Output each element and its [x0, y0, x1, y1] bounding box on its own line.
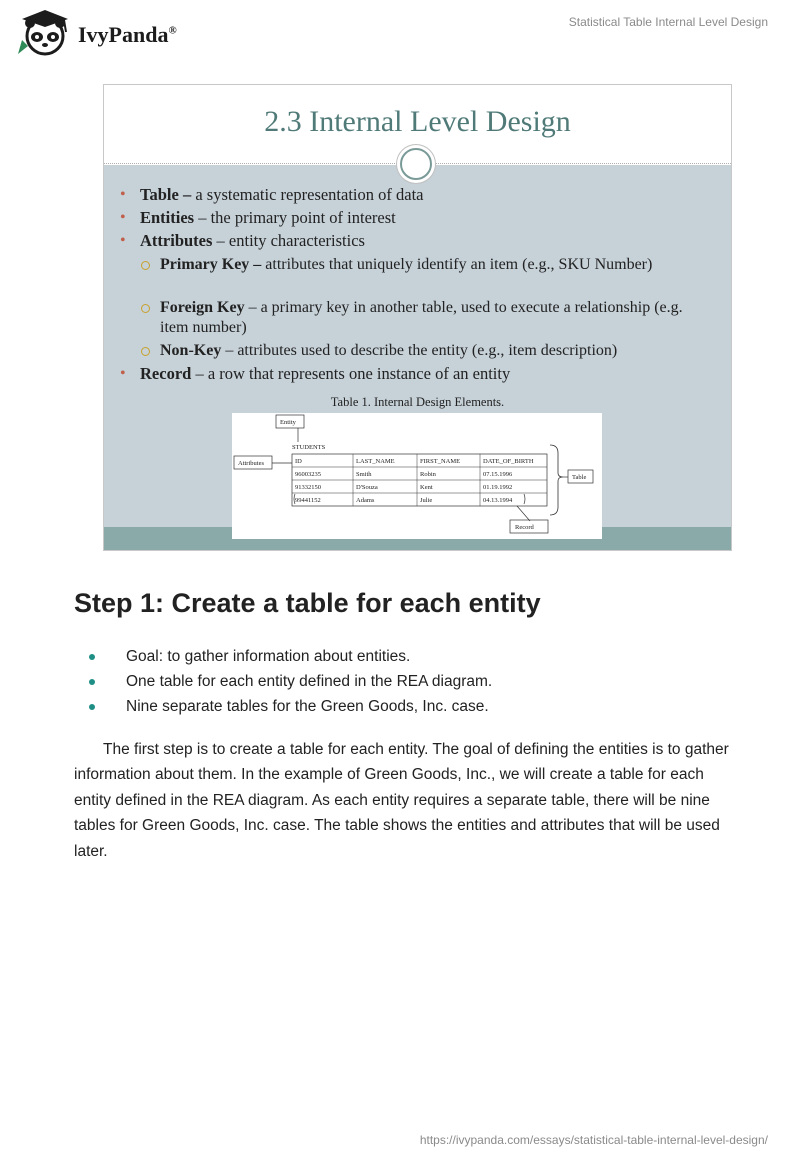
record-label: Record — [515, 524, 534, 531]
attributes-label: Attributes — [238, 460, 264, 467]
table-cell: Smith — [356, 471, 372, 478]
panda-logo-icon — [16, 10, 74, 56]
table-cell: 01.19.1992 — [483, 484, 513, 491]
slide-image — [103, 84, 732, 551]
slide-sub-bullet: Foreign Key – a primary key in another table, used to execute a relationship (e.g. item number) — [160, 298, 700, 338]
column-header: ID — [295, 458, 302, 465]
table-cell: 99441152 — [295, 497, 321, 504]
column-header: FIRST_NAME — [420, 458, 461, 465]
slide-sub-bullet: Non-Key – attributes used to describe the entity (e.g., item description) — [160, 341, 700, 361]
figure-caption: Table 1. Internal Design Elements. — [330, 395, 505, 409]
body-paragraph: The first step is to create a table for each entity. The goal of defining the entities is to gather information about them. In the example of Green Goods, Inc., we will create a table for each entity defined in the REA diagram. As each entity requires a separate table, there will be nine tables for Green Goods, Inc. case. The table shows the entities and attributes that will be used later. — [74, 741, 729, 860]
bullet-list — [90, 648, 492, 723]
record-connector — [517, 506, 530, 521]
table-brace — [550, 445, 563, 515]
table-name: STUDENTS — [292, 444, 326, 451]
record-bracket-right — [524, 494, 525, 504]
logo[interactable] — [16, 10, 177, 56]
table-cell: 96003235 — [295, 471, 321, 478]
table-cell: Julie — [420, 497, 433, 504]
table-cell: 91332150 — [295, 484, 321, 491]
slide-bullet: • Entities – the primary point of interest — [140, 208, 396, 228]
list-item: Goal: to gather information about entities. — [90, 648, 492, 673]
document-title: Statistical Table Internal Level Design — [568, 15, 768, 29]
internal-design-figure — [232, 413, 602, 539]
footer-url-link[interactable]: https://ivypanda.com/essays/statistical-table-internal-level-design/ — [419, 1133, 768, 1147]
table-cell: D'Souza — [356, 484, 378, 491]
list-item: One table for each entity defined in the REA diagram. — [90, 673, 492, 698]
logo-text: IvyPanda® — [78, 22, 177, 47]
slide-bullet: • Record – a row that represents one instance of an entity — [140, 364, 510, 384]
entity-label: Entity — [280, 419, 296, 426]
column-header: LAST_NAME — [356, 458, 395, 465]
slide-circle-ornament — [400, 148, 432, 180]
slide-bullet: • Attributes – entity characteristics — [140, 231, 365, 251]
slide-title: 2.3 Internal Level Design — [264, 105, 571, 138]
column-header: DATE_OF_BIRTH — [483, 458, 534, 465]
list-item: Nine separate tables for the Green Goods, Inc. case. — [90, 698, 492, 723]
table-cell: Kent — [420, 484, 433, 491]
slide-bullet: • Table – a systematic representation of data — [140, 185, 423, 205]
slide-sub-bullet: Primary Key – attributes that uniquely identify an item (e.g., SKU Number) — [160, 255, 700, 275]
table-cell: 07.15.1996 — [483, 471, 513, 478]
table-cell: 04.13.1994 — [483, 497, 513, 504]
table-label: Table — [572, 474, 587, 481]
table-cell: Adams — [356, 497, 375, 504]
section-heading: Step 1: Create a table for each entity — [74, 588, 541, 618]
table-cell: Robin — [420, 471, 436, 478]
